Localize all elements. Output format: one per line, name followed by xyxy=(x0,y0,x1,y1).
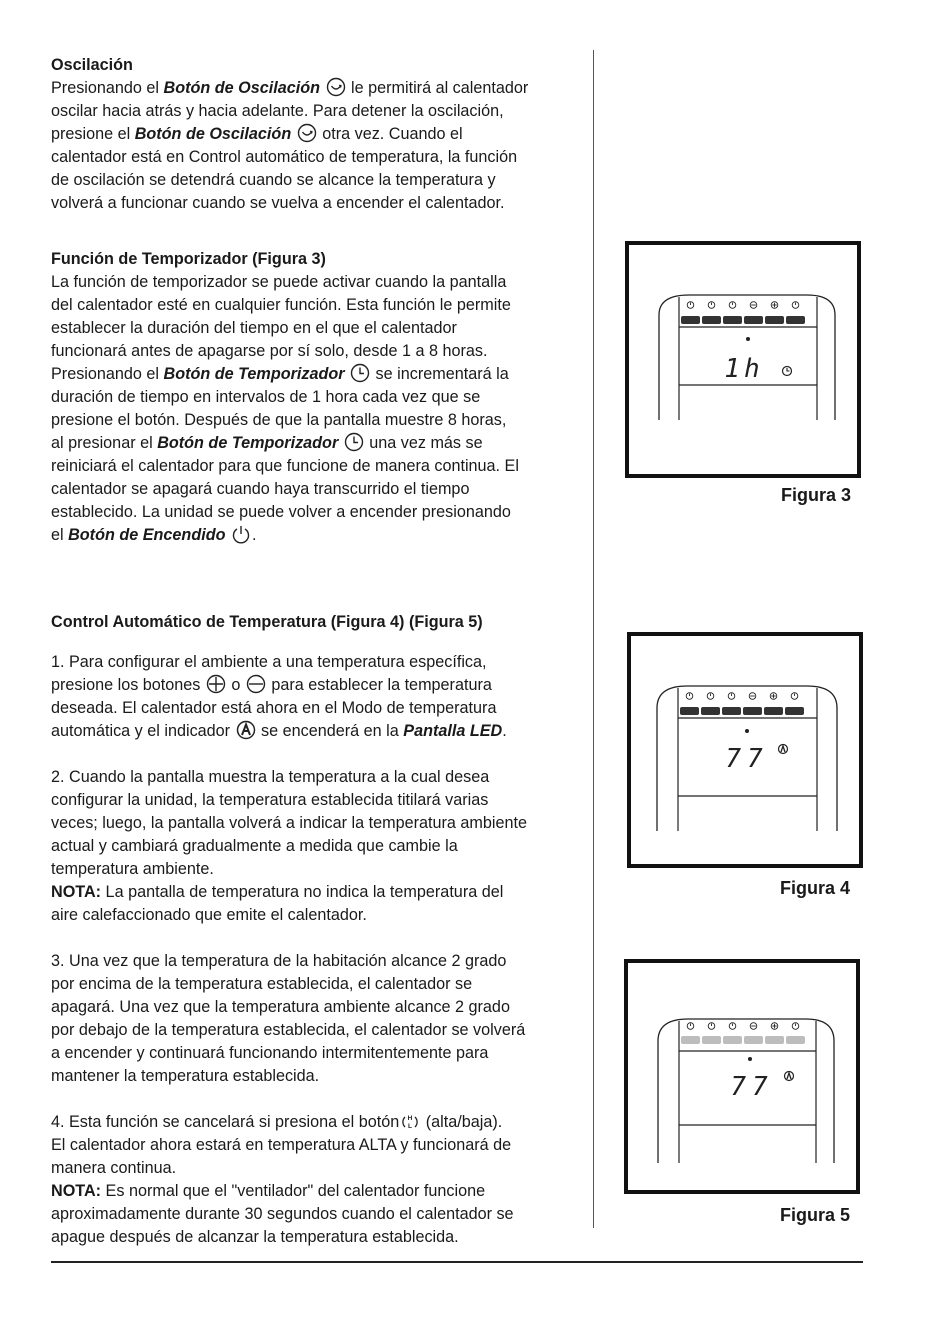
heading-auto-temp: Control Automático de Temperatura (Figura 4) (Figura 5) xyxy=(51,613,483,631)
text-line: duración de tiempo en intervalos de 1 hora cada vez que se xyxy=(51,388,481,406)
display-readout: 77 xyxy=(730,1072,774,1102)
text-line: NOTA: Es normal que el "ventilador" del calentador funcione xyxy=(51,1182,486,1200)
text-line: NOTA: La pantalla de temperatura no indica la temperatura del xyxy=(51,883,504,901)
figure-5-caption: Figura 5 xyxy=(780,1205,851,1225)
button-icon-row xyxy=(687,302,799,309)
plus-button xyxy=(765,1036,784,1044)
timer-icon xyxy=(344,432,364,452)
text-line: configurar la unidad, la temperatura establecida titilará varias xyxy=(51,791,489,809)
text-line: al presionar el Botón de Temporizador una vez más se xyxy=(51,434,483,452)
text-line: veces; luego, la pantalla volverá a indicar la temperatura ambiente xyxy=(51,814,528,832)
timer-button xyxy=(785,707,804,715)
text-line: oscilar hacia atrás y hacia adelante. Para detener la oscilación, xyxy=(51,102,504,120)
page-bottom-rule xyxy=(51,1261,863,1263)
text-line: mantener la temperatura establecida. xyxy=(51,1067,320,1085)
indicator-dot xyxy=(746,337,750,341)
svg-text:L: L xyxy=(408,1123,413,1130)
text-line: apagará. Una vez que la temperatura ambiente alcance 2 grado xyxy=(51,998,510,1016)
display-readout: 77 xyxy=(725,744,769,774)
auto-a-icon xyxy=(785,1072,794,1081)
text-line: funcionará antes de apagarse por sí solo, desde 1 a 8 horas. xyxy=(51,342,488,360)
text-line: 2. Cuando la pantalla muestra la temperatura a la cual desea xyxy=(51,768,490,786)
indicator-dot xyxy=(748,1057,752,1061)
text-line: presione el botón. Después de que la pantalla muestre 8 horas, xyxy=(51,411,507,429)
text-line: del calentador esté en cualquier función. Esta función le permite xyxy=(51,296,511,314)
text-line: El calentador ahora estará en temperatura ALTA y funcionará de xyxy=(51,1136,512,1154)
text-line: 3. Una vez que la temperatura de la habitación alcance 2 grado xyxy=(51,952,507,970)
text-line: 1. Para configurar el ambiente a una temperatura específica, xyxy=(51,653,487,671)
timer-button xyxy=(786,316,805,324)
figure-4 xyxy=(627,632,863,868)
high-low-button xyxy=(702,1036,721,1044)
display-readout: 1h xyxy=(724,354,764,384)
indicator-dot xyxy=(745,729,749,733)
oscillation-icon xyxy=(326,77,346,97)
text-line: de oscilación se detendrá cuando se alcance la temperatura y xyxy=(51,171,496,189)
text-line: establecer la duración del tiempo en el que el calentador xyxy=(51,319,457,337)
heater-panel-drawing xyxy=(631,636,859,864)
button-icon-row xyxy=(687,1023,799,1030)
power-button xyxy=(680,707,699,715)
plus-button xyxy=(765,316,784,324)
button-bar xyxy=(680,707,804,715)
power-icon xyxy=(231,524,251,544)
heater-panel-drawing xyxy=(628,963,856,1190)
plus-button xyxy=(764,707,783,715)
button-icon-row xyxy=(686,693,798,700)
plus-icon xyxy=(206,674,226,694)
oscillation-button xyxy=(723,1036,742,1044)
power-button xyxy=(681,1036,700,1044)
heater-panel-drawing xyxy=(629,245,857,474)
figure-5 xyxy=(624,959,860,1194)
high-low-button xyxy=(701,707,720,715)
text-line: a encender y continuará funcionando intermitentemente para xyxy=(51,1044,489,1062)
section-timer xyxy=(51,248,581,547)
text-line: La función de temporizador se puede activar cuando la pantalla xyxy=(51,273,507,291)
auto-a-icon xyxy=(236,720,256,740)
figure-3 xyxy=(625,241,861,478)
text-line: el Botón de Encendido . xyxy=(51,526,257,544)
oscillation-icon xyxy=(297,123,317,143)
section-auto-temp xyxy=(51,611,581,1249)
text-line: deseada. El calentador está ahora en el Modo de temperatura xyxy=(51,699,497,717)
svg-text:H: H xyxy=(407,1115,413,1122)
oscillation-button xyxy=(723,316,742,324)
auto-a-icon xyxy=(779,745,788,754)
minus-button xyxy=(744,1036,763,1044)
text-line: establecido. La unidad se puede volver a encender presionando xyxy=(51,503,511,521)
text-line: 4. Esta función se cancelará si presiona el botón H L (alta/baja). xyxy=(51,1113,503,1131)
figure-4-caption: Figura 4 xyxy=(780,878,851,898)
text-line: presione el Botón de Oscilación otra vez. Cuando el xyxy=(51,125,463,143)
heading-oscillation: Oscilación xyxy=(51,56,133,74)
text-line: Presionando el Botón de Oscilación le permitirá al calentador xyxy=(51,79,529,97)
button-bar xyxy=(681,316,805,324)
text-line: aproximadamente durante 30 segundos cuando el calentador se xyxy=(51,1205,514,1223)
heading-timer: Función de Temporizador (Figura 3) xyxy=(51,250,326,268)
column-divider xyxy=(593,50,594,1228)
text-line: aire calefaccionado que emite el calentador. xyxy=(51,906,367,924)
text-line: calentador se apagará cuando haya transcurrido el tiempo xyxy=(51,480,470,498)
timer-icon xyxy=(350,363,370,383)
high-low-button xyxy=(702,316,721,324)
power-button xyxy=(681,316,700,324)
text-line: actual y cambiará gradualmente a medida que cambie la xyxy=(51,837,458,855)
oscillation-button xyxy=(722,707,741,715)
text-line: reiniciará el calentador para que funcione de manera continua. El xyxy=(51,457,519,475)
text-line: presione los botones o para establecer la temperatura xyxy=(51,676,492,694)
minus-icon xyxy=(246,674,266,694)
figure-3-caption: Figura 3 xyxy=(781,485,852,505)
high-low-icon xyxy=(400,1111,420,1131)
text-line: automática y el indicador se encenderá en la Pantalla LED. xyxy=(51,722,507,740)
text-line: calentador está en Control automático de temperatura, la función xyxy=(51,148,518,166)
minus-button xyxy=(744,316,763,324)
text-line: temperatura ambiente. xyxy=(51,860,214,878)
text-line: manera continua. xyxy=(51,1159,177,1177)
text-line: Presionando el Botón de Temporizador se incrementará la xyxy=(51,365,509,383)
text-line: por encima de la temperatura establecida, el calentador se xyxy=(51,975,473,993)
section-oscillation xyxy=(51,54,581,215)
text-line: por debajo de la temperatura establecida, el calentador se volverá xyxy=(51,1021,526,1039)
button-bar xyxy=(681,1036,805,1044)
clock-icon xyxy=(783,367,792,376)
timer-button xyxy=(786,1036,805,1044)
minus-button xyxy=(743,707,762,715)
text-line: apague después de alcanzar la temperatura establecida. xyxy=(51,1228,459,1246)
text-line: volverá a funcionar cuando se vuelva a encender el calentador. xyxy=(51,194,505,212)
